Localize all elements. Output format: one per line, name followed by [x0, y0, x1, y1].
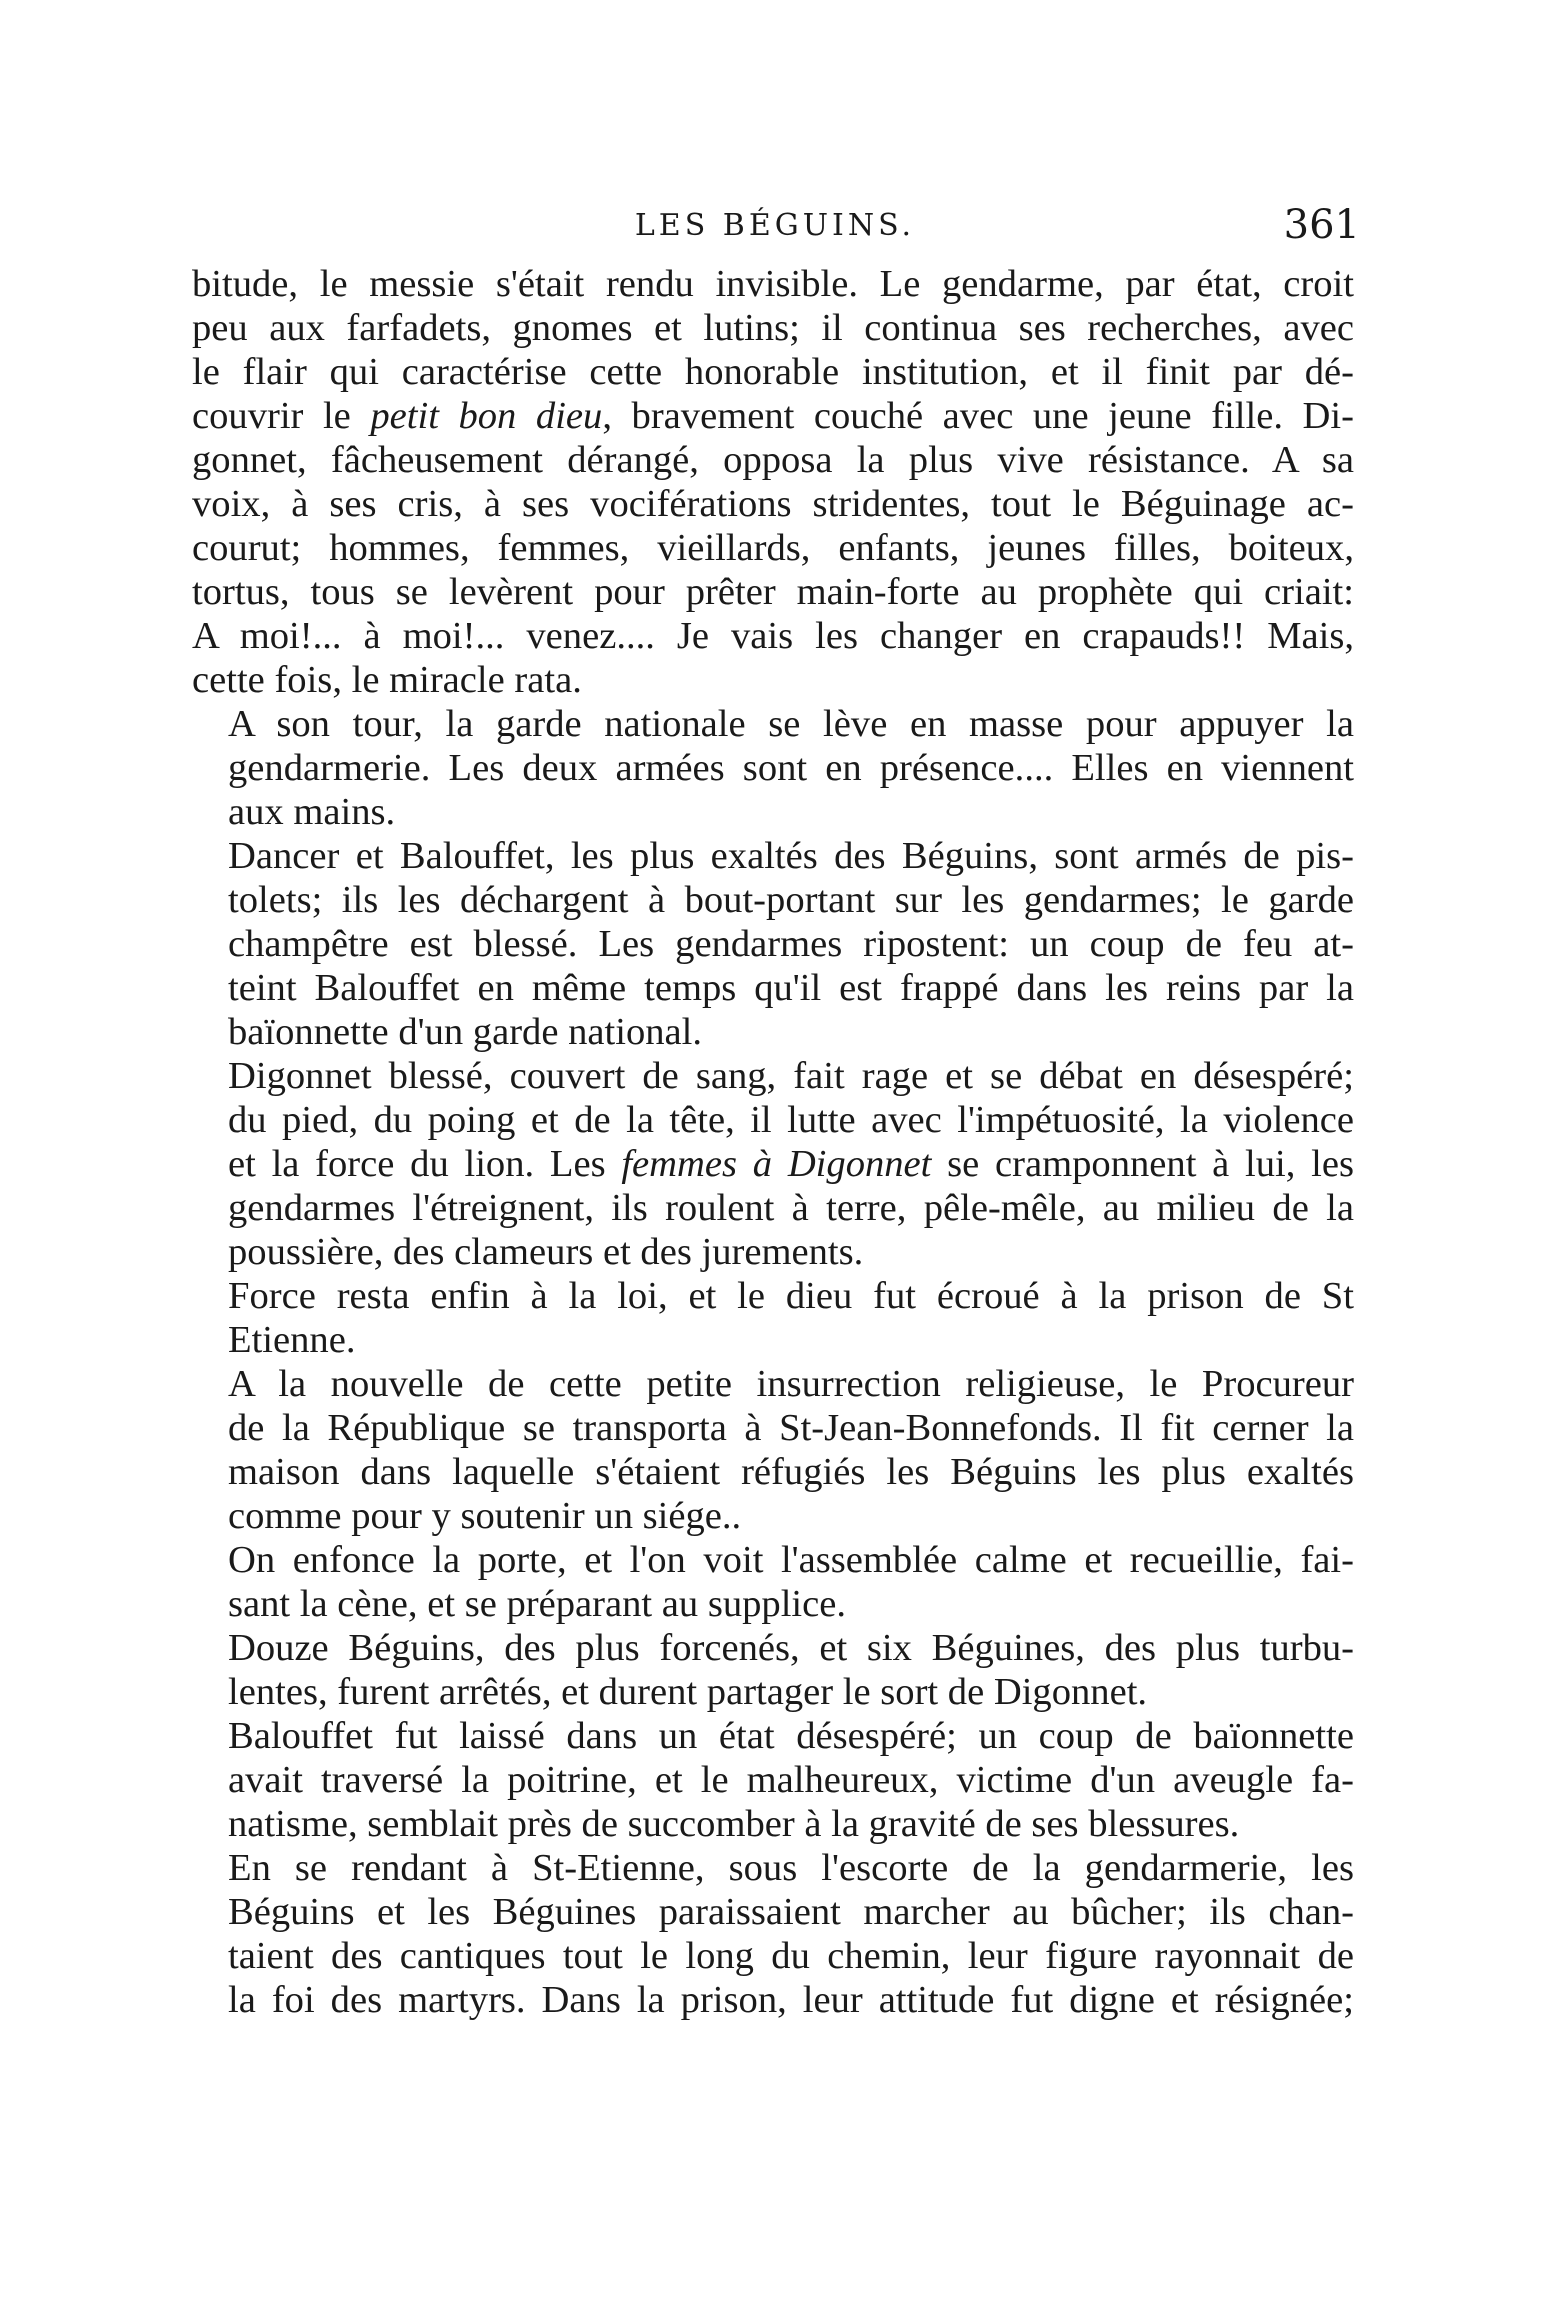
italic-phrase: petit bon dieu: [370, 395, 603, 437]
text-line: taient des cantiques tout le long du chemin, leur figure rayonnait de: [228, 1935, 1354, 1977]
text-line: gendarmes l'étreignent, ils roulent à terre, pêle-mêle, au milieu de la: [228, 1187, 1354, 1229]
running-head: [190, 202, 1360, 258]
text-line: Balouffet fut laissé dans un état désespéré; un coup de baïonnette: [228, 1715, 1354, 1757]
text-line: On enfonce la porte, et l'on voit l'assemblée calme et recueillie, fai-: [228, 1539, 1354, 1581]
page-number: 361: [1283, 202, 1360, 248]
text-line: voix, à ses cris, à ses vociférations stridentes, tout le Béguinage ac-: [192, 483, 1354, 525]
paragraph: [192, 834, 1354, 1054]
text-line: Force resta enfin à la loi, et le dieu fut écroué à la prison de St: [228, 1275, 1354, 1317]
text-line: et la force du lion. Les femmes à Digonnet se cramponnent à lui, les: [228, 1143, 1355, 1185]
text-line: sant la cène, et se préparant au supplice.: [228, 1583, 847, 1625]
text-line: baïonnette d'un garde national.: [228, 1011, 703, 1053]
text-line: le flair qui caractérise cette honorable institution, et il finit par dé-: [192, 351, 1354, 393]
text-line: maison dans laquelle s'étaient réfugiés les Béguins les plus exaltés: [228, 1451, 1354, 1493]
text-line: de la République se transporta à St-Jean-Bonnefonds. Il fit cerner la: [228, 1407, 1354, 1449]
text-line: lentes, furent arrêtés, et durent partager le sort de Digonnet.: [228, 1671, 1148, 1713]
paragraph: [192, 1626, 1354, 1714]
text-line: comme pour y soutenir un siége..: [228, 1495, 742, 1537]
paragraph: [192, 1362, 1354, 1538]
text-line: En se rendant à St-Etienne, sous l'escorte de la gendarmerie, les: [228, 1847, 1354, 1889]
text-line: peu aux farfadets, gnomes et lutins; il continua ses recherches, avec: [192, 307, 1354, 349]
text-line: Digonnet blessé, couvert de sang, fait rage et se débat en désespéré;: [228, 1055, 1354, 1097]
text-line: avait traversé la poitrine, et le malheureux, victime d'un aveugle fa-: [228, 1759, 1354, 1801]
text-line: teint Balouffet en même temps qu'il est frappé dans les reins par la: [228, 967, 1354, 1009]
italic-phrase: femmes à Digonnet: [621, 1143, 932, 1185]
text-line: A la nouvelle de cette petite insurrection religieuse, le Procureur: [228, 1363, 1354, 1405]
paragraph: [192, 1846, 1354, 2022]
text-line: Etienne.: [228, 1319, 356, 1361]
text-line: A moi!... à moi!... venez.... Je vais les changer en crapauds!! Mais,: [192, 615, 1354, 657]
text-line: Béguins et les Béguines paraissaient marcher au bûcher; ils chan-: [228, 1891, 1354, 1933]
paragraph: [192, 702, 1354, 834]
paragraph: [192, 1714, 1354, 1846]
text-line: Douze Béguins, des plus forcenés, et six Béguines, des plus turbu-: [228, 1627, 1354, 1669]
running-title: LES BÉGUINS.: [634, 208, 916, 243]
text-line: aux mains.: [228, 791, 396, 833]
text-line: tortus, tous se levèrent pour prêter main-forte au prophète qui criait:: [192, 571, 1354, 613]
text-line: bitude, le messie s'était rendu invisible. Le gendarme, par état, croit: [192, 263, 1354, 305]
paragraph: [192, 1054, 1354, 1274]
text-line: du pied, du poing et de la tête, il lutte avec l'impétuosité, la violence: [228, 1099, 1354, 1141]
paragraph: [192, 1538, 1354, 1626]
paragraph: [192, 1274, 1354, 1362]
body-text: [192, 262, 1354, 2022]
text-line: courut; hommes, femmes, vieillards, enfants, jeunes filles, boiteux,: [192, 527, 1354, 569]
text-line: A son tour, la garde nationale se lève en masse pour appuyer la: [228, 703, 1354, 745]
text-line: couvrir le petit bon dieu, bravement couché avec une jeune fille. Di-: [192, 395, 1354, 437]
text-line: cette fois, le miracle rata.: [192, 659, 582, 701]
text-line: Dancer et Balouffet, les plus exaltés des Béguins, sont armés de pis-: [228, 835, 1354, 877]
text-line: champêtre est blessé. Les gendarmes ripostent: un coup de feu at-: [228, 923, 1354, 965]
text-line: poussière, des clameurs et des jurements.: [228, 1231, 864, 1273]
text-line: tolets; ils les déchargent à bout-portant sur les gendarmes; le garde: [228, 879, 1354, 921]
text-line: gendarmerie. Les deux armées sont en présence.... Elles en viennent: [228, 747, 1354, 789]
text-line: natisme, semblait près de succomber à la gravité de ses blessures.: [228, 1803, 1240, 1845]
text-line: gonnet, fâcheusement dérangé, opposa la plus vive résistance. A sa: [192, 439, 1354, 481]
paragraph: [192, 262, 1354, 702]
text-line: la foi des martyrs. Dans la prison, leur attitude fut digne et résignée;: [228, 1979, 1354, 2021]
